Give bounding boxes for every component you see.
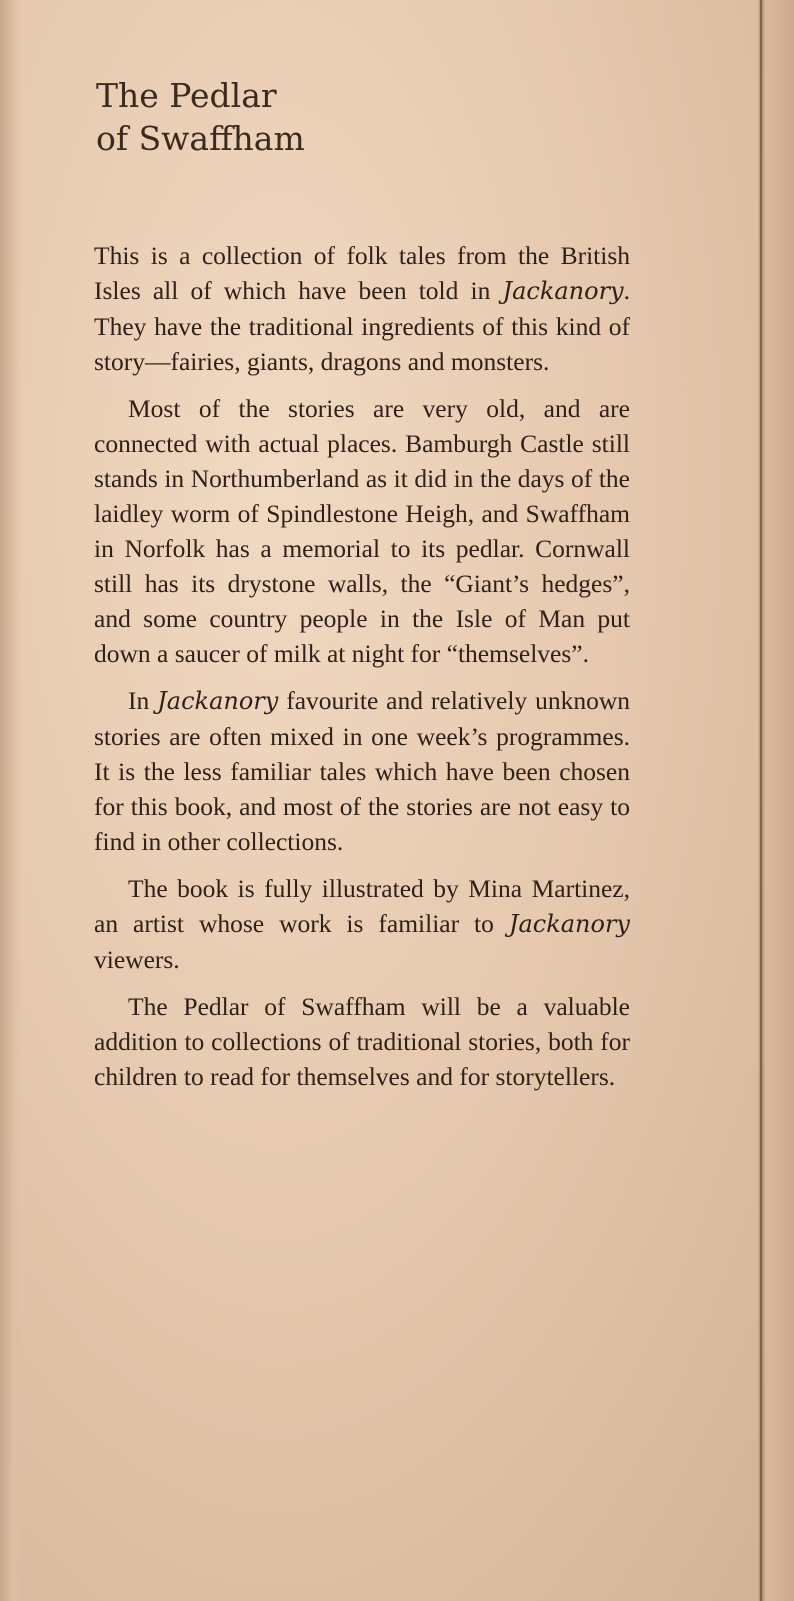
paragraph-places: Most of the stories are very old, and are connected with actual places. Bamburgh Castle still stands in Northumberland as it did in the days of the laidley worm of Spindlestone Heigh, and Swaffham in Norfolk has a memorial to its pedlar. Cornwall still has its drystone walls, the “Giant’s hedges”, and some country people in the Isle of Man put down a saucer of milk at night for “themselves”.: [94, 394, 630, 668]
illustrator-text-end: viewers.: [94, 945, 180, 974]
paragraph-selection: [94, 683, 630, 859]
selection-show-title: Jackanory: [157, 687, 279, 715]
intro-text-start: This is a collection of folk tales from the British Isles all of which have been told in: [94, 241, 630, 305]
title-line-2: of Swaffham: [96, 119, 305, 158]
intro-show-title: Jackanory: [502, 277, 624, 305]
book-title: [96, 74, 305, 160]
illustrator-show-title: Jackanory: [508, 910, 630, 938]
paragraph-illustrator: [94, 871, 630, 977]
paragraph-intro: [94, 238, 630, 379]
jacket-fold-shadow: [758, 0, 794, 1601]
title-line-1: The Pedlar: [96, 76, 277, 115]
blurb-text: [94, 238, 630, 1106]
selection-text-start: In: [128, 686, 158, 715]
intro-text-end: . They have the traditional ingredients of this kind of story—fairies, giants, dragons and monsters.: [94, 276, 630, 376]
page-left-edge: [0, 0, 22, 1601]
jacket-fold-line: [760, 0, 762, 1601]
selection-text-end: favourite and relatively unknown stories are often mixed in one week’s programmes. It is the less familiar tales which have been chosen for this book, and most of the stories are not easy to find in other collections.: [94, 686, 630, 856]
paragraph-closing: The Pedlar of Swaffham will be a valuable addition to collections of traditional stories, both for children to read for themselves and for storytellers.: [94, 992, 630, 1091]
illustrator-text-start: The book is fully illustrated by Mina Martinez, an artist whose work is familiar to: [94, 874, 630, 938]
